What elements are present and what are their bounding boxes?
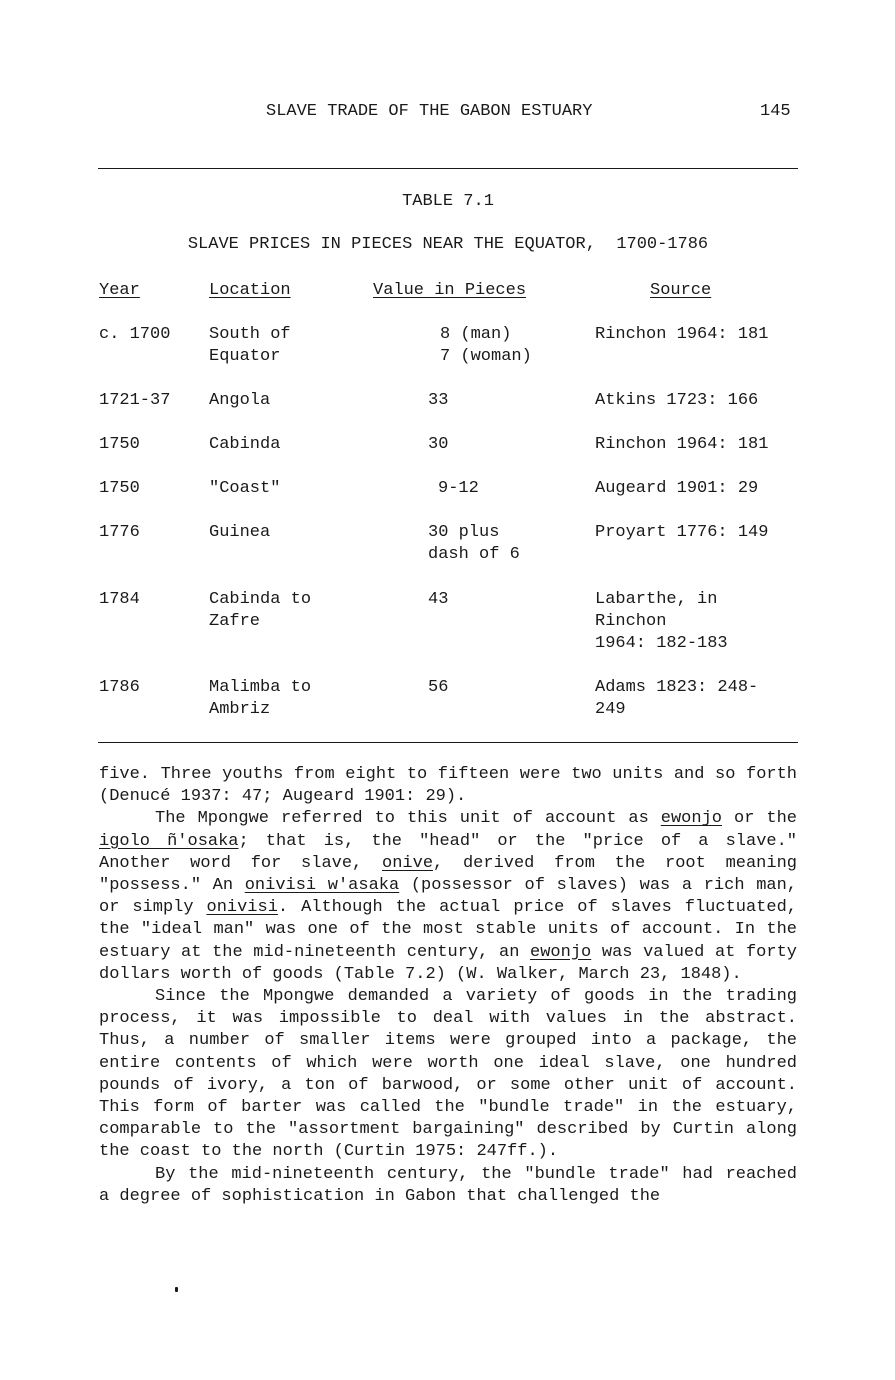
table-cell-year: 1786 [99, 678, 140, 697]
paragraph: The Mpongwe referred to this unit of account as ewonjo or the igolo ñ'osaka; that is, the "head" or the "price of a slave." Another word for slave, onive, derived from the root meaning "possess." An onivisi w'asaka (possessor of slaves) was a rich man, or simply onivisi. Although the actual price of slaves fluctuated, the "ideal man" was one of the most stable units of account. In the estuary at the mid-nineteenth century, an ewonjo was valued at forty dollars worth of goods (Table 7.2) (W. Walker, March 23, 1848). [99, 809, 798, 984]
table-cell-year: c. 1700 [99, 325, 171, 344]
table-cell-value: 30 plus dash of 6 [428, 523, 520, 564]
table-cell-source: Labarthe, in Rinchon 1964: 182-183 [595, 590, 728, 653]
table-cell-value: 30 [428, 435, 449, 454]
table-title: SLAVE PRICES IN PIECES NEAR THE EQUATOR, 1700-1786 [187, 235, 709, 254]
table-cell-year: 1721-37 [99, 391, 171, 410]
table-cell-location: Cabinda [209, 435, 281, 454]
underlined-term: onivisi w'asaka [244, 876, 400, 896]
table-label: TABLE 7.1 [402, 192, 494, 211]
table-cell-year: 1784 [99, 590, 140, 609]
table-cell-value: 9-12 [438, 479, 479, 498]
table-cell-location: Angola [209, 391, 271, 410]
underlined-term: onivisi [206, 898, 278, 918]
table-cell-year: 1750 [99, 479, 140, 498]
body-text [99, 764, 797, 1208]
paragraph: By the mid-nineteenth century, the "bundle trade" had reached a degree of sophistication in Gabon that challenged the [99, 1164, 797, 1206]
table-cell-value: 8 (man) 7 (woman) [440, 325, 532, 366]
table-bottom-rule [98, 742, 798, 743]
table-cell-location: Cabinda to Zafre [209, 590, 312, 631]
table-cell-location: South of Equator [209, 325, 291, 366]
table-cell-year: 1750 [99, 435, 140, 454]
paragraph: five. Three youths from eight to fifteen were two units and so forth (Denucé 1937: 47; Augeard 1901: 29). [99, 765, 797, 807]
running-title: SLAVE TRADE OF THE GABON ESTUARY [266, 102, 593, 121]
stray-mark [175, 1287, 178, 1292]
table-cell-source: Atkins 1723: 166 [595, 391, 759, 410]
underlined-term: ewonjo [660, 809, 722, 829]
table-cell-year: 1776 [99, 523, 140, 542]
table-cell-source: Augeard 1901: 29 [595, 479, 759, 498]
paragraph: Since the Mpongwe demanded a variety of goods in the trading process, it was impossible to deal with values in the abstract. Thus, a number of smaller items were grouped into a package, the entire contents of which were worth one ideal slave, one hundred pounds of ivory, a ton of barwood, or some other unit of account. This form of barter was called the "bundle trade" in the estuary, comparable to the "assortment bargaining" described by Curtin along the coast to the north (Curtin 1975: 247ff.). [99, 987, 797, 1162]
underlined-term: onive [382, 853, 434, 873]
table-cell-location: Guinea [209, 523, 271, 542]
table-cell-source: Proyart 1776: 149 [595, 523, 769, 542]
page-number: 145 [760, 102, 791, 121]
underlined-term: ewonjo [530, 942, 592, 962]
column-header-location: Location [209, 281, 291, 300]
underlined-term: igolo ñ'osaka [99, 831, 239, 851]
table-cell-value: 56 [428, 678, 449, 697]
table-top-rule [98, 168, 798, 169]
table-cell-value: 33 [428, 391, 449, 410]
table-cell-location: "Coast" [209, 479, 281, 498]
column-header-year: Year [99, 281, 140, 300]
column-header-source: Source [650, 281, 712, 300]
table-cell-value: 43 [428, 590, 449, 609]
table-cell-source: Adams 1823: 248- 249 [595, 678, 759, 719]
column-header-value: Value in Pieces [373, 281, 527, 300]
table-cell-source: Rinchon 1964: 181 [595, 435, 769, 454]
table-cell-source: Rinchon 1964: 181 [595, 325, 769, 344]
table-cell-location: Malimba to Ambriz [209, 678, 312, 719]
